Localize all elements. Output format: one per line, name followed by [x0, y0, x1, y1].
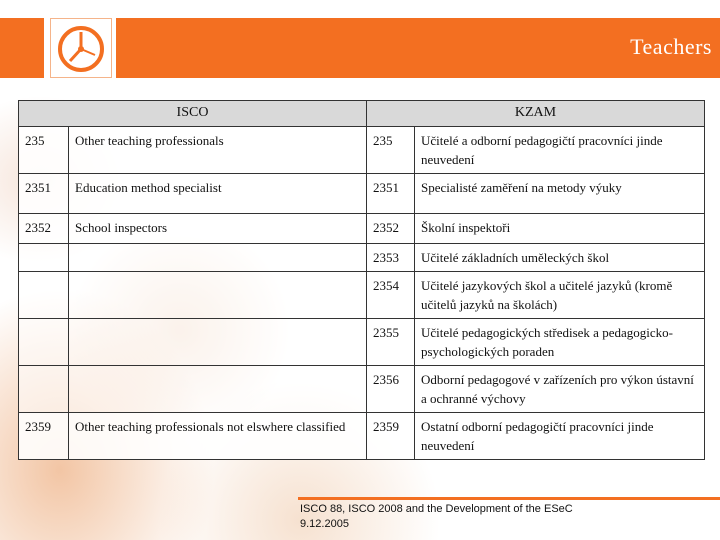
- isco-code-cell: [19, 319, 69, 366]
- table-row: [19, 244, 705, 272]
- table-row: [19, 272, 705, 319]
- isco-code-cell: [19, 366, 69, 413]
- kzam-label-cell: Školní inspektoři: [415, 214, 705, 244]
- kzam-label-cell: Učitelé pedagogických středisek a pedagogicko-psychologických poraden: [415, 319, 705, 366]
- isco-header: ISCO: [19, 101, 367, 127]
- isco-label-cell: Other teaching professionals: [69, 127, 367, 174]
- isco-code-cell: [19, 244, 69, 272]
- table-row: [19, 413, 705, 460]
- kzam-code-cell: 2356: [367, 366, 415, 413]
- table-row: [19, 366, 705, 413]
- kzam-code-cell: 2351: [367, 174, 415, 214]
- kzam-code-cell: 2354: [367, 272, 415, 319]
- table-row: [19, 319, 705, 366]
- isco-code-cell: [19, 272, 69, 319]
- kzam-label-cell: Odborní pedagogové v zařízeních pro výkon ústavní a ochranné výchovy: [415, 366, 705, 413]
- table-row: [19, 127, 705, 174]
- kzam-code-cell: 2352: [367, 214, 415, 244]
- table-header-row: [19, 101, 705, 127]
- table-row: [19, 214, 705, 244]
- isco-code-cell: 235: [19, 127, 69, 174]
- isco-label-cell: [69, 272, 367, 319]
- kzam-code-cell: 2359: [367, 413, 415, 460]
- kzam-code-cell: 235: [367, 127, 415, 174]
- header-band-left: [0, 18, 44, 78]
- footer: [300, 502, 700, 532]
- kzam-code-cell: 2355: [367, 319, 415, 366]
- kzam-code-cell: 2353: [367, 244, 415, 272]
- kzam-header: KZAM: [367, 101, 705, 127]
- kzam-label-cell: Učitelé jazykových škol a učitelé jazyků (kromě učitelů jazyků na školách): [415, 272, 705, 319]
- isco-label-cell: Other teaching professionals not elswhere classified: [69, 413, 367, 460]
- isco-code-cell: 2351: [19, 174, 69, 214]
- isco-label-cell: [69, 244, 367, 272]
- kzam-label-cell: Učitelé a odborní pedagogičtí pracovníci jinde neuvedení: [415, 127, 705, 174]
- footer-date: 9.12.2005: [300, 518, 349, 530]
- slide-title: Teachers: [630, 34, 712, 59]
- isco-label-cell: [69, 366, 367, 413]
- isco-label-cell: School inspectors: [69, 214, 367, 244]
- footer-source: ISCO 88, ISCO 2008 and the Development of the ESeC: [300, 503, 573, 515]
- logo: [50, 18, 112, 78]
- isco-kzam-table: [18, 100, 705, 460]
- isco-label-cell: [69, 319, 367, 366]
- kzam-label-cell: Specialisté zaměření na metody výuky: [415, 174, 705, 214]
- table-row: [19, 174, 705, 214]
- clock-logo-icon: [55, 23, 107, 75]
- isco-label-cell: Education method specialist: [69, 174, 367, 214]
- footer-rule: [298, 497, 720, 500]
- kzam-label-cell: Učitelé základních uměleckých škol: [415, 244, 705, 272]
- isco-code-cell: 2359: [19, 413, 69, 460]
- kzam-label-cell: Ostatní odborní pedagogičtí pracovníci jinde neuvedení: [415, 413, 705, 460]
- isco-code-cell: 2352: [19, 214, 69, 244]
